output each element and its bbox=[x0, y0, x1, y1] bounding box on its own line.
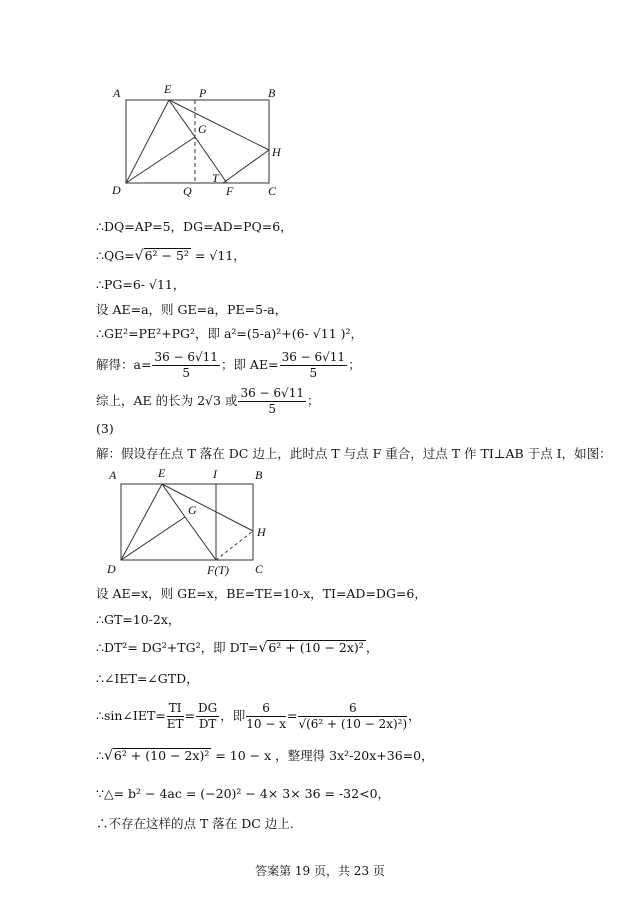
line-pythagoras: ∴GE²=PE²+PG²，即 a²=(5-a)²+(6- √11 )²， bbox=[96, 326, 364, 341]
segment-gt-2 bbox=[185, 517, 216, 560]
line-qg: ∴QG=√6² − 5² = √11， bbox=[96, 248, 246, 264]
fraction-ae-conclusion: $\frac{36 - 6√11}{5}$ bbox=[240, 386, 304, 416]
fraction-ae-value: $\frac{36 - 6√11}{5}$ bbox=[281, 350, 346, 380]
label-b: B bbox=[268, 86, 276, 100]
segment-eh-2 bbox=[162, 484, 253, 531]
line-discriminant: ∵△= b² − 4ac = (−20)² − 4× 3× 36 = -32<0， bbox=[96, 786, 391, 801]
fraction-ti-et: $\frac{TI}{ET}$ bbox=[166, 701, 184, 731]
label-a: A bbox=[113, 86, 121, 100]
line-quadratic: ∴√6² + (10 − 2x)² = 10 − x ，整理得 3x²-20x+36=0， bbox=[96, 748, 434, 764]
line-pg: ∴PG=6- √11， bbox=[96, 277, 186, 292]
label-e-2: E bbox=[158, 466, 166, 480]
label-p: P bbox=[199, 86, 207, 100]
line-set-ae: 设 AE=a，则 GE=a，PE=5-a， bbox=[96, 302, 288, 317]
fraction-a-value: $\frac{36 - 6√11}{5}$ bbox=[154, 350, 218, 380]
line-dt: ∴DT²= DG²+TG²，即 DT=√6² + (10 − 2x)² ， bbox=[96, 640, 379, 656]
label-t: T bbox=[212, 171, 219, 185]
label-i-2: I bbox=[213, 467, 217, 481]
fraction-dg-dt: $\frac{DG}{DT}$ bbox=[198, 701, 218, 731]
line-sin: ∴sin∠IET= $\frac{TI}{ET}$ = $\frac{DG}{DT}$ ，即 $\frac{6}{10 - x}$ = $\frac{6}{\text{√(6² + (10 − 2x)²)}}$ ， bbox=[96, 701, 421, 731]
segment-ht bbox=[223, 150, 269, 183]
label-h-2: H bbox=[257, 525, 266, 539]
label-c: C bbox=[268, 184, 277, 198]
line-angle: ∴∠IET=∠GTD， bbox=[96, 671, 199, 686]
line-set-ae-x: 设 AE=x，则 GE=x，BE=TE=10-x，TI=AD=DG=6， bbox=[96, 586, 427, 601]
segment-dg-2 bbox=[121, 517, 185, 560]
segment-eg-2 bbox=[162, 484, 185, 517]
segment-dg bbox=[126, 137, 195, 183]
segment-de-2 bbox=[121, 484, 162, 560]
label-ft-2: F(T) bbox=[207, 563, 229, 577]
label-e: E bbox=[164, 82, 172, 96]
line-assumption: 解：假设存在点 T 落在 DC 边上，此时点 T 与点 F 重合，过点 T 作 TI⊥AB 于点 I，如图： bbox=[96, 446, 612, 461]
segment-eh bbox=[169, 100, 269, 150]
rectangle-abcd-2 bbox=[121, 484, 253, 560]
fraction-6-over-root: $\frac{6}{\text{√(6² + (10 − 2x)²)}}$ bbox=[298, 701, 408, 731]
label-f: F bbox=[226, 184, 234, 198]
label-a-2: A bbox=[109, 468, 117, 482]
label-d: D bbox=[112, 183, 121, 197]
label-g-2: G bbox=[188, 503, 197, 517]
segment-gf bbox=[195, 137, 227, 183]
line-dq-ap: ∴DQ=AP=5，DG=AD=PQ=6， bbox=[96, 219, 293, 234]
label-q: Q bbox=[183, 184, 192, 198]
line-gt: ∴GT=10-2x， bbox=[96, 612, 181, 627]
fraction-6-over-10-x: $\frac{6}{10 - x}$ bbox=[246, 701, 286, 731]
label-b-2: B bbox=[255, 468, 263, 482]
part-3-heading: (3) bbox=[96, 421, 114, 436]
segment-th-dashed bbox=[216, 531, 253, 560]
label-c-2: C bbox=[255, 562, 264, 576]
label-h: H bbox=[272, 145, 281, 159]
line-conclusion: ∴不存在这样的点 T 落在 DC 边上. bbox=[96, 816, 294, 831]
segment-eg bbox=[169, 100, 195, 137]
segment-de bbox=[126, 100, 169, 183]
label-d-2: D bbox=[107, 562, 116, 576]
line-conclusion-ae: 综上，AE 的长为 2√3 或 $\frac{36 - 6√11}{5}$ ； bbox=[96, 386, 320, 416]
page-footer: 答案第 19 页，共 23 页 bbox=[255, 864, 385, 878]
label-g: G bbox=[198, 122, 207, 136]
line-solution-a: 解得：a= $\frac{36 - 6√11}{5}$ ；即 AE= $\frac{36 - 6√11}{5}$ ； bbox=[96, 350, 361, 380]
